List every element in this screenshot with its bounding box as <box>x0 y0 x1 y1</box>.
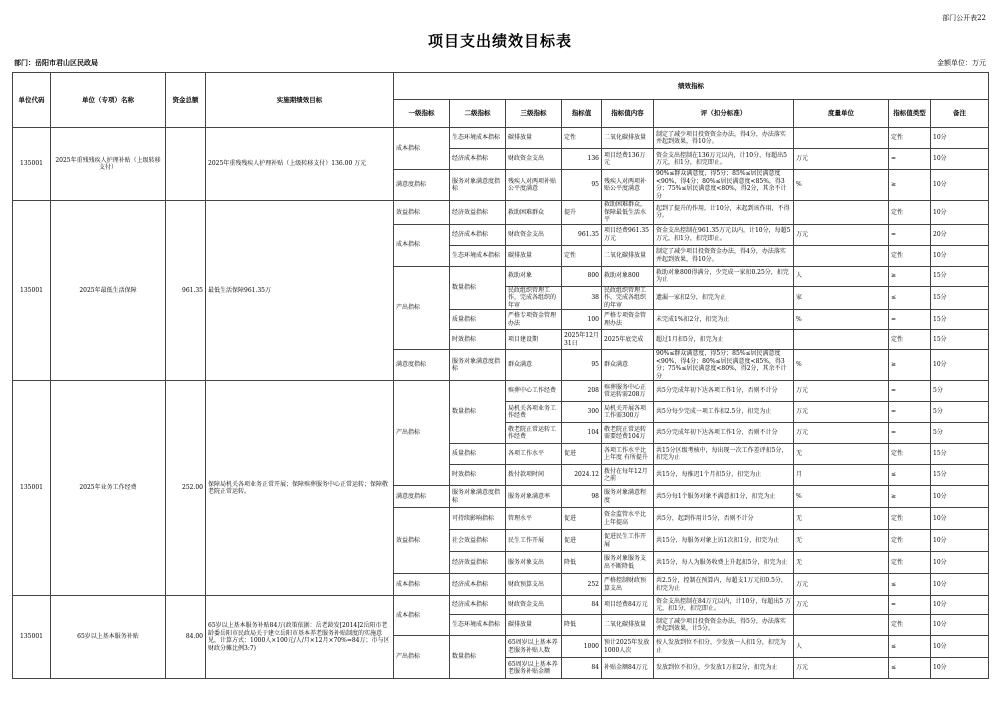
scoring-standard: 共5分每少完成一项工作扣2.5分，扣完为止 <box>654 402 794 423</box>
value-type: 定性 <box>889 330 931 350</box>
remark: 10分 <box>931 574 989 596</box>
value-type: 定性 <box>889 245 931 266</box>
indicator-level3: 各项工作水平 <box>506 444 562 465</box>
project-amount: 84.00 <box>166 596 206 679</box>
indicator-level3: 65周岁以上基本养老服务补贴金额 <box>506 658 562 679</box>
remark: 5分 <box>931 381 989 402</box>
value-type: ≥ <box>889 170 931 201</box>
scoring-standard: 制定了减少项目投资资金办法，得4分，办法落实并起到效果，得10分。 <box>654 128 794 149</box>
indicator-level2: 质量指标 <box>450 310 506 330</box>
header-remark: 备注 <box>931 100 989 128</box>
indicator-content: 殡葬服务中心正常运转需208万 <box>602 381 654 402</box>
measure-unit: 万元 <box>794 658 889 679</box>
scoring-standard: 共15分区级考核中，每出现一次工作差评扣5分，扣完为止 <box>654 444 794 465</box>
unit-code: 135001 <box>13 381 51 596</box>
indicator-level3: 项目建设期 <box>506 330 562 350</box>
indicator-level2: 生态环境成本指标 <box>450 245 506 266</box>
measure-unit: % <box>794 350 889 381</box>
scoring-standard: 共15分，每推迟1个月扣5分，扣完为止 <box>654 465 794 486</box>
indicator-level3: 管理水平 <box>506 508 562 530</box>
project-goal: 最低生活保障961.35万 <box>206 201 394 381</box>
remark: 5分 <box>931 423 989 444</box>
indicator-level3: 财政资金支出 <box>506 596 562 615</box>
indicator-content: 二氧化碳排放量 <box>602 128 654 149</box>
indicator-level2: 经济成本指标 <box>450 224 506 245</box>
scoring-standard: 共5分，起到作用计5分，否则不计分 <box>654 508 794 530</box>
indicator-value: 2024.12 <box>562 465 602 486</box>
indicator-content: 2025年底完成 <box>602 330 654 350</box>
indicator-level1: 效益指标 <box>394 201 450 225</box>
header-name: 单位（专项）名称 <box>51 73 166 128</box>
indicator-level3: 财政资金支出 <box>506 149 562 170</box>
project-amount <box>166 128 206 201</box>
project-goal: 保障局机关各项业务正常开展；保障殡葬服务中心正常运转；保障敬老院正常运转。 <box>206 381 394 596</box>
unit-code: 135001 <box>13 201 51 381</box>
scoring-standard: 按人发放到位不扣分，少发放一人扣1分，扣完为止 <box>654 636 794 658</box>
indicator-content: 救助困难群众，保障最低生活水平 <box>602 201 654 225</box>
measure-unit: 万元 <box>794 224 889 245</box>
indicator-level3: 服务对象满意率 <box>506 486 562 508</box>
value-type: ≤ <box>889 636 931 658</box>
indicator-value: 定性 <box>562 245 602 266</box>
indicator-level3: 碳排放量 <box>506 615 562 636</box>
indicator-level3: 服务对象支出 <box>506 552 562 574</box>
indicator-value: 促进 <box>562 530 602 552</box>
remark: 10分 <box>931 486 989 508</box>
remark: 10分 <box>931 636 989 658</box>
table-row <box>13 381 989 402</box>
measure-unit: 无 <box>794 444 889 465</box>
indicator-level1: 效益指标 <box>394 508 450 574</box>
scoring-standard: 发放到位不扣分，少发放1万扣2分，扣完为止 <box>654 658 794 679</box>
indicator-content: 资金监管水平比上年提高 <box>602 508 654 530</box>
value-type: ≤ <box>889 658 931 679</box>
measure-unit <box>794 201 889 225</box>
header-level3: 三级指标 <box>506 100 562 128</box>
indicator-level3: 财政资金支出 <box>506 224 562 245</box>
indicator-level3: 民生工作开展 <box>506 530 562 552</box>
measure-unit: 万元 <box>794 596 889 615</box>
indicator-level2: 经济效益指标 <box>450 201 506 225</box>
remark: 10分 <box>931 596 989 615</box>
indicator-value: 2025年12月31日 <box>562 330 602 350</box>
measure-unit: 万元 <box>794 423 889 444</box>
indicator-value: 300 <box>562 402 602 423</box>
indicator-level1: 成本指标 <box>394 224 450 266</box>
header-value: 指标值 <box>562 100 602 128</box>
indicator-level3: 殡葬中心工作经费 <box>506 381 562 402</box>
indicator-content: 敬老院正常运转需要经费104万 <box>602 423 654 444</box>
project-name: 2025年最低生活保障 <box>51 201 166 381</box>
measure-unit: 无 <box>794 508 889 530</box>
project-name: 2025年重残残疾人护理补贴（上级转移支付） <box>51 128 166 201</box>
table-row <box>13 596 989 615</box>
scoring-standard: 共5分完成年初下达各项工作1分，否则不计分 <box>654 381 794 402</box>
scoring-standard: 资金支出控制在84万元以内，计10分，每超出5 万元，扣1分，扣完即止。 <box>654 596 794 615</box>
indicator-level3: 群众满意 <box>506 350 562 381</box>
indicator-content: 二氧化碳排放量 <box>602 245 654 266</box>
value-type: = <box>889 149 931 170</box>
indicator-level1: 满意度指标 <box>394 350 450 381</box>
scoring-standard: 制定了减少项目投资资金办法，得5分，办法落实并起到效果，计5分。 <box>654 615 794 636</box>
indicator-level2: 经济效益指标 <box>450 552 506 574</box>
indicator-content: 群众满意 <box>602 350 654 381</box>
indicator-level2: 经济成本指标 <box>450 574 506 596</box>
indicator-content: 严格控制财政预算支出 <box>602 574 654 596</box>
measure-unit <box>794 245 889 266</box>
remark: 10分 <box>931 658 989 679</box>
measure-unit: 万元 <box>794 574 889 596</box>
indicator-content: 补贴金额84万元 <box>602 658 654 679</box>
indicator-level1: 产出指标 <box>394 266 450 350</box>
remark: 20分 <box>931 224 989 245</box>
remark: 10分 <box>931 508 989 530</box>
project-goal: 65岁以上基本服务补贴84万(政策依据：岳老龄发[2014]2岳阳市老龄委岳阳市民政局关于建立岳阳市基本养老服务补贴制度的实施意见，计算方式：1000人×100元/人/月×12月×70%=84万；市与区财政分摊比例3:7) <box>206 596 394 679</box>
indicator-level3: 救助对象 <box>506 266 562 286</box>
header-measure-unit: 度量单位 <box>794 100 889 128</box>
value-type: ≤ <box>889 465 931 486</box>
header-content: 指标值内容 <box>602 100 654 128</box>
indicator-content: 预计2025年发放1000人次 <box>602 636 654 658</box>
indicator-value: 定性 <box>562 128 602 149</box>
remark: 5分 <box>931 402 989 423</box>
header-goal: 实施期绩效目标 <box>206 73 394 128</box>
indicator-level3: 财政预算支出 <box>506 574 562 596</box>
indicator-level2: 经济成本指标 <box>450 149 506 170</box>
scoring-standard: 救助对象800得满分，少完成一家扣0.25分，扣完为止 <box>654 266 794 286</box>
value-type: = <box>889 402 931 423</box>
scoring-standard: 资金支出控制在961.35万元以内，计10分，每超5万元，扣1分，扣完即止。 <box>654 224 794 245</box>
header-level1: 一级指标 <box>394 100 450 128</box>
indicator-level3: 碳排放量 <box>506 245 562 266</box>
indicator-value: 促进 <box>562 508 602 530</box>
indicator-value: 95 <box>562 170 602 201</box>
measure-unit: % <box>794 486 889 508</box>
measure-unit <box>794 615 889 636</box>
header-amount: 资金总额 <box>166 73 206 128</box>
header-value-type: 指标值类型 <box>889 100 931 128</box>
scoring-standard: 制定了减少项目投资资金办法，得4分，办法落实并起到效果，得10分。 <box>654 245 794 266</box>
indicator-level3: 局机关各项业务工作经费 <box>506 402 562 423</box>
remark: 10分 <box>931 530 989 552</box>
scoring-standard: 共5分每1个服务对象不满意扣1分，扣完为止 <box>654 486 794 508</box>
scoring-standard: 共15分，每服务对象上访1次扣1分，扣完为止 <box>654 530 794 552</box>
indicator-level1: 满意度指标 <box>394 486 450 508</box>
scoring-standard: 资金支出控制在136万元以内，计10分，每超出5 万元，扣1分，扣完即止。 <box>654 149 794 170</box>
indicator-value: 1000 <box>562 636 602 658</box>
indicator-value: 38 <box>562 286 602 310</box>
table-row <box>13 201 989 225</box>
indicator-content: 救助对象800 <box>602 266 654 286</box>
indicator-level1: 满意度指标 <box>394 170 450 201</box>
scoring-standard: 遗漏一家扣2分，扣完为止 <box>654 286 794 310</box>
remark: 10分 <box>931 170 989 201</box>
scoring-standard: 共5分完成年初下达各项工作1分，否则不计分 <box>654 423 794 444</box>
indicator-value: 降低 <box>562 552 602 574</box>
value-type: ≤ <box>889 574 931 596</box>
amount-unit-label: 金额单位：万元 <box>937 59 986 67</box>
measure-unit <box>794 128 889 149</box>
measure-unit: 万元 <box>794 402 889 423</box>
indicator-level2: 可持续影响指标 <box>450 508 506 530</box>
remark: 15分 <box>931 266 989 286</box>
value-type: 定性 <box>889 552 931 574</box>
header-code: 单位代码 <box>13 73 51 128</box>
header-level2: 二级指标 <box>450 100 506 128</box>
value-type: 定性 <box>889 530 931 552</box>
remark: 15分 <box>931 286 989 310</box>
project-name: 2025年业务工作经费 <box>51 381 166 596</box>
indicator-level2: 时效指标 <box>450 330 506 350</box>
indicator-content: 项目经费84万元 <box>602 596 654 615</box>
indicator-value: 95 <box>562 350 602 381</box>
indicator-level3: 敬老院正常运转工作经费 <box>506 423 562 444</box>
measure-unit: 人 <box>794 266 889 286</box>
department-label: 部门：岳阳市君山区民政局 <box>14 58 98 67</box>
indicator-level2: 数量指标 <box>450 381 506 444</box>
indicator-content: 拨付在每年12月之前 <box>602 465 654 486</box>
measure-unit: % <box>794 310 889 330</box>
measure-unit: 月 <box>794 465 889 486</box>
value-type: = <box>889 423 931 444</box>
value-type: 定性 <box>889 508 931 530</box>
page-title: 项目支出绩效目标表 <box>427 32 572 50</box>
indicator-content: 局机关开展各项工作需300万 <box>602 402 654 423</box>
indicator-level2: 生态环境成本指标 <box>450 128 506 149</box>
project-name: 65岁以上基本服务补贴 <box>51 596 166 679</box>
indicator-value: 84 <box>562 596 602 615</box>
indicator-content: 严格专项资金管理办法 <box>602 310 654 330</box>
scoring-standard: 90%≤群众满意度，得5分；85%≤居民满意度<90%，得4分；80%≤居民满意度<85%，得3分；75%≤居民满意度<80%，得2分，其余不计分 <box>654 170 794 201</box>
indicator-value: 提升 <box>562 201 602 225</box>
remark: 10分 <box>931 350 989 381</box>
measure-unit: 无 <box>794 530 889 552</box>
indicator-level3: 残疾人对两项补贴公平度满意 <box>506 170 562 201</box>
measure-unit: 家 <box>794 286 889 310</box>
project-goal: 2025年重残残疾人护理补贴（上级转移支付）136.00 万元 <box>206 128 394 201</box>
remark: 10分 <box>931 201 989 225</box>
value-type: ≥ <box>889 486 931 508</box>
value-type: 定性 <box>889 444 931 465</box>
indicator-level1: 产出指标 <box>394 381 450 486</box>
indicator-level2: 服务对象满意度指标 <box>450 170 506 201</box>
scoring-standard: 共15分，每人为服务收费上升起扣5分，扣完为止 <box>654 552 794 574</box>
value-type: = <box>889 596 931 615</box>
measure-unit <box>794 330 889 350</box>
project-amount: 961.35 <box>166 201 206 381</box>
indicator-level2: 数量指标 <box>450 636 506 679</box>
scoring-standard: 90%≤群众满意度，得5分；85%≤居民满意度<90%，得4分；80%≤居民满意度<85%，得3分；75%≤居民满意度<80%，得2分，其余不计分 <box>654 350 794 381</box>
remark: 15分 <box>931 330 989 350</box>
indicator-level3: 碳排放量 <box>506 128 562 149</box>
indicator-value: 降低 <box>562 615 602 636</box>
indicator-level2: 经济成本指标 <box>450 596 506 615</box>
remark: 10分 <box>931 615 989 636</box>
remark: 10分 <box>931 149 989 170</box>
indicator-value: 促进 <box>562 444 602 465</box>
scoring-standard: 起到了提升的作用，计10分，未起到该作用，不得分。 <box>654 201 794 225</box>
header-scoring: 评（扣分标准） <box>654 100 794 128</box>
remark: 10分 <box>931 552 989 574</box>
indicator-value: 136 <box>562 149 602 170</box>
indicator-content: 二氧化碳排放量 <box>602 615 654 636</box>
indicator-value: 208 <box>562 381 602 402</box>
remark: 10分 <box>931 245 989 266</box>
table-body <box>13 128 989 679</box>
indicator-content: 服务对象服务支出不断降低 <box>602 552 654 574</box>
value-type: ≥ <box>889 266 931 286</box>
indicator-content: 民政组织管理工作，完成各组织的年审 <box>602 286 654 310</box>
measure-unit: % <box>794 170 889 201</box>
unit-code: 135001 <box>13 128 51 201</box>
value-type: ≤ <box>889 286 931 310</box>
measure-unit: 万元 <box>794 381 889 402</box>
indicator-value: 800 <box>562 266 602 286</box>
indicator-content: 项目经费136万元 <box>602 149 654 170</box>
indicator-content: 各项工作水平比上年度 有所提升 <box>602 444 654 465</box>
project-amount: 252.00 <box>166 381 206 596</box>
indicator-content: 服务对象满意程度 <box>602 486 654 508</box>
indicator-content: 项目经费961.35万元 <box>602 224 654 245</box>
indicator-content: 促进民生工作开展 <box>602 530 654 552</box>
performance-table <box>12 72 989 679</box>
indicator-content: 残疾人对两项补贴公平度满意 <box>602 170 654 201</box>
value-type: = <box>889 381 931 402</box>
unit-code: 135001 <box>13 596 51 679</box>
indicator-level2: 生态环境成本指标 <box>450 615 506 636</box>
indicator-value: 84 <box>562 658 602 679</box>
indicator-level3: 拨付款项时间 <box>506 465 562 486</box>
indicator-level1: 成本指标 <box>394 128 450 170</box>
indicator-value: 100 <box>562 310 602 330</box>
scoring-standard: 超过1月扣5分，扣完为止 <box>654 330 794 350</box>
value-type: 定性 <box>889 615 931 636</box>
indicator-level2: 时效指标 <box>450 465 506 486</box>
indicator-level2: 社会效益指标 <box>450 530 506 552</box>
header-indicators: 绩效指标 <box>394 73 989 100</box>
indicator-level3: 65周岁以上基本养老服务补贴人数 <box>506 636 562 658</box>
measure-unit: 无 <box>794 552 889 574</box>
indicator-level1: 产出指标 <box>394 636 450 679</box>
scoring-standard: 共2.5分，控制在预算内，每超支1万元扣0.5分，扣完为止 <box>654 574 794 596</box>
remark: 10分 <box>931 128 989 149</box>
indicator-value: 104 <box>562 423 602 444</box>
indicator-value: 252 <box>562 574 602 596</box>
indicator-level1: 成本指标 <box>394 574 450 596</box>
indicator-level2: 服务对象满意度指标 <box>450 350 506 381</box>
scoring-standard: 未完成1%扣2分，扣完为止 <box>654 310 794 330</box>
measure-unit: 人 <box>794 636 889 658</box>
indicator-level2: 服务对象满意度指标 <box>450 486 506 508</box>
indicator-level2: 质量指标 <box>450 444 506 465</box>
remark: 15分 <box>931 465 989 486</box>
value-type: ≥ <box>889 350 931 381</box>
value-type: = <box>889 224 931 245</box>
table-row <box>13 128 989 149</box>
indicator-value: 98 <box>562 486 602 508</box>
indicator-level1: 成本指标 <box>394 596 450 636</box>
indicator-value: 961.35 <box>562 224 602 245</box>
value-type: 定性 <box>889 201 931 225</box>
form-number: 部门公开表22 <box>942 14 986 22</box>
indicator-level3: 救助困难群众 <box>506 201 562 225</box>
indicator-level3: 严格专项资金管理办法 <box>506 310 562 330</box>
measure-unit: 万元 <box>794 149 889 170</box>
value-type: = <box>889 310 931 330</box>
indicator-level3: 民政组织管理工作，完成各组织的年审 <box>506 286 562 310</box>
remark: 15分 <box>931 444 989 465</box>
remark: 15分 <box>931 310 989 330</box>
indicator-level2: 数量指标 <box>450 266 506 310</box>
value-type: 定性 <box>889 128 931 149</box>
